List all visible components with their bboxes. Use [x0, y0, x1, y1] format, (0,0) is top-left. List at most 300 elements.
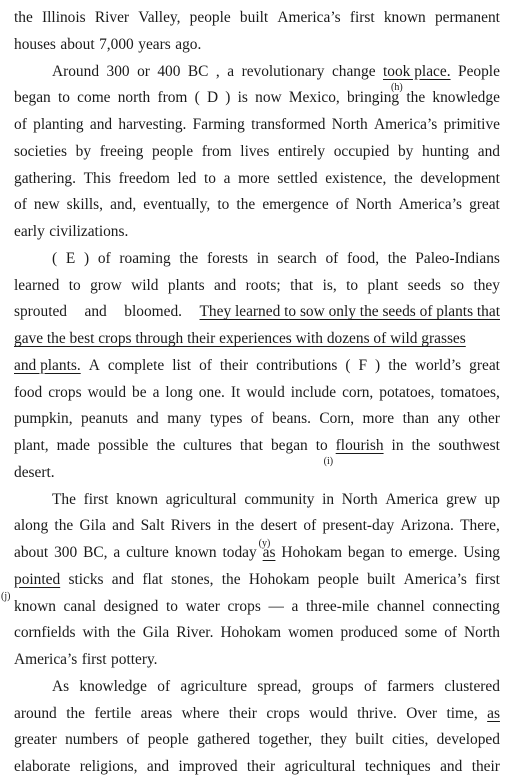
word: would: [87, 383, 127, 401]
word: and: [477, 142, 500, 160]
word: Rivers: [170, 517, 211, 535]
word: would: [246, 383, 285, 401]
word: types: [209, 410, 243, 428]
word: and: [112, 517, 135, 535]
word: about: [14, 544, 49, 561]
word: America’s: [374, 116, 438, 133]
word: include: [290, 383, 337, 401]
word: the: [54, 517, 74, 535]
word: and: [111, 570, 135, 588]
word: of: [444, 624, 458, 642]
word: great: [469, 356, 500, 374]
word: freeing: [99, 142, 144, 160]
word: connecting: [432, 597, 500, 615]
word: plant,: [14, 437, 49, 454]
word: E: [65, 249, 76, 267]
word: more: [238, 169, 270, 187]
word: their: [471, 758, 500, 775]
word: ago.: [175, 35, 202, 53]
word: long: [165, 383, 193, 401]
word: ,: [215, 62, 220, 80]
word: They learned to sow only the seeds of plants that: [199, 303, 500, 321]
word: of: [335, 196, 349, 214]
word: some: [404, 624, 438, 642]
word: led: [177, 169, 197, 187]
word: of: [250, 410, 264, 428]
text-line: [14, 8, 500, 28]
word: America’s: [277, 9, 341, 26]
word: in: [322, 490, 335, 508]
word: together,: [258, 731, 313, 749]
word: a: [223, 169, 231, 187]
word: knowledge: [79, 677, 147, 695]
word: Gila: [79, 517, 106, 535]
word: canal: [63, 597, 97, 615]
word: Salt: [140, 517, 165, 535]
word: now: [255, 89, 282, 107]
word: America’s: [403, 570, 467, 588]
word: Mexico,: [288, 89, 340, 107]
word: the: [156, 437, 176, 454]
word: Around: [52, 62, 100, 80]
word: to: [390, 544, 403, 561]
word: cultures: [183, 437, 232, 454]
word: as: [262, 544, 276, 561]
word: bringing: [346, 89, 400, 107]
word: by: [397, 142, 414, 160]
word: known: [116, 490, 159, 508]
word: is: [237, 89, 248, 107]
word: with: [82, 624, 110, 642]
word: time,: [446, 704, 478, 722]
word: (: [345, 356, 351, 374]
word: and: [214, 276, 237, 294]
word: emerge.: [408, 544, 458, 561]
word: sprouted: [14, 303, 68, 321]
word: people: [152, 142, 194, 160]
word: the: [179, 249, 199, 267]
word: built: [367, 570, 396, 588]
word: elaborate: [14, 758, 71, 775]
word: agricultural: [165, 490, 237, 508]
word: to: [68, 276, 81, 294]
word: the: [387, 249, 407, 267]
word: other: [468, 410, 500, 428]
word: There,: [460, 517, 500, 535]
word: and: [84, 303, 107, 321]
word: food: [14, 383, 43, 401]
word: groups: [311, 677, 354, 695]
word: knowledge: [432, 89, 500, 107]
word: entirely: [278, 142, 326, 160]
word: roaming: [119, 249, 171, 267]
word: built: [355, 731, 384, 749]
word: Valley,: [138, 9, 181, 26]
word: crops: [48, 383, 82, 401]
word: of: [199, 356, 212, 374]
word: A: [88, 356, 100, 374]
word: Hohokam: [220, 624, 282, 642]
text-line: [14, 383, 500, 403]
word: areas: [140, 704, 173, 722]
text-line: [14, 88, 500, 108]
word: that: [239, 437, 263, 454]
word: permanent: [434, 9, 500, 26]
word: America’s: [398, 196, 462, 214]
word: first: [81, 651, 107, 668]
word: to: [346, 276, 359, 294]
word: a: [152, 383, 160, 401]
word: harvesting.: [118, 116, 187, 133]
word: hunting: [422, 142, 470, 160]
word: It: [230, 383, 241, 401]
word: the: [393, 169, 413, 187]
word: Farming: [192, 116, 245, 133]
word: clustered: [444, 677, 500, 695]
word: bloomed.: [124, 303, 182, 321]
word: first: [349, 9, 375, 26]
word: early: [14, 223, 45, 240]
word: in: [217, 517, 230, 535]
word: people: [317, 570, 359, 588]
word: potatoes,: [379, 383, 435, 401]
word: development: [420, 169, 500, 187]
text-line: [14, 516, 500, 536]
word: thrive.: [357, 704, 397, 722]
word: more: [362, 410, 395, 428]
word: made: [56, 437, 90, 454]
word: years: [138, 35, 171, 53]
word: would: [309, 704, 348, 722]
word: and: [136, 410, 159, 428]
word: tomatoes,: [440, 383, 500, 401]
word: or: [137, 62, 150, 80]
word: their: [228, 704, 257, 722]
word: F: [358, 356, 368, 374]
word: list: [172, 356, 192, 374]
word: forests: [206, 249, 248, 267]
word: known: [383, 9, 426, 26]
word: where: [181, 704, 220, 722]
word: transformed: [251, 116, 326, 133]
word: present-day: [322, 517, 395, 535]
word: women: [288, 624, 334, 642]
word: around: [14, 704, 57, 722]
word: settled: [277, 169, 318, 187]
word: farmers: [387, 677, 435, 695]
word: America’s: [14, 651, 78, 668]
word: People: [458, 62, 500, 80]
word: pottery.: [111, 651, 158, 668]
word: their: [219, 356, 249, 374]
word: the: [235, 517, 255, 535]
word: North: [341, 490, 378, 508]
word: As: [52, 677, 70, 695]
text-line: [14, 730, 500, 750]
word: change: [331, 62, 376, 80]
word: 400: [157, 62, 181, 80]
text-line: [14, 543, 500, 563]
word: 300: [54, 544, 78, 561]
word: of: [14, 116, 27, 133]
word: pumpkin,: [14, 410, 73, 428]
word: North: [331, 116, 368, 133]
word: from: [157, 89, 188, 107]
word: ): [375, 356, 381, 374]
text-line: [14, 35, 500, 55]
word: contributions: [256, 356, 338, 374]
word: of: [303, 517, 317, 535]
word: Gila: [142, 624, 170, 642]
word: the: [388, 356, 407, 374]
word: D: [206, 89, 219, 107]
word: a: [291, 597, 299, 615]
word: produced: [340, 624, 398, 642]
word: grow: [90, 276, 122, 294]
word: grew: [446, 490, 477, 508]
word: North: [355, 196, 392, 214]
word: (: [194, 89, 200, 107]
word: wild: [131, 276, 159, 294]
word: by: [75, 142, 92, 160]
word: north: [117, 89, 151, 107]
word: techniques: [364, 758, 431, 775]
word: existence,: [325, 169, 387, 187]
word: agriculture: [180, 677, 248, 695]
word: began: [14, 89, 51, 107]
word: and,: [110, 196, 137, 214]
word: the: [116, 624, 136, 642]
word: flourish: [335, 437, 384, 454]
word: desert.: [14, 463, 55, 481]
word: began: [270, 437, 308, 454]
word: numbers: [65, 731, 119, 749]
word: pointed: [14, 570, 61, 588]
word: flat: [142, 570, 163, 588]
word: peanuts: [81, 410, 129, 428]
word: gave the best crops through their experiences with dozens of wild grasses: [14, 330, 466, 347]
text-line: [52, 62, 500, 82]
word: channel: [376, 597, 425, 615]
word: beans.: [272, 410, 311, 428]
word: the: [411, 437, 431, 454]
text-line: [14, 463, 500, 483]
word: built: [239, 9, 269, 26]
text-line: [14, 597, 500, 617]
word: the: [406, 89, 426, 107]
word: to: [166, 597, 178, 615]
word: sticks: [68, 570, 104, 588]
word: seeds: [407, 276, 441, 294]
word: lives: [240, 142, 270, 160]
word: people: [189, 9, 231, 26]
word: search: [277, 249, 317, 267]
text-line: [14, 757, 500, 777]
word: a: [113, 544, 121, 561]
word: greater: [14, 731, 57, 749]
word: community: [244, 490, 315, 508]
word: up: [484, 490, 500, 508]
word: first: [475, 570, 500, 588]
text-line: [14, 436, 500, 456]
annotation-marker-h: (h): [391, 81, 403, 93]
word: from: [201, 142, 232, 160]
text-line: [52, 249, 500, 269]
word: fertile: [94, 704, 132, 722]
text-line: [14, 195, 500, 215]
word: houses: [14, 35, 56, 53]
word: plants: [167, 276, 205, 294]
word: in: [391, 437, 404, 454]
word: the: [221, 570, 241, 588]
annotation-marker-j: (j): [1, 590, 11, 602]
word: to: [217, 196, 230, 214]
word: and plants.: [14, 356, 81, 374]
word: Arizona.: [400, 517, 454, 535]
word: North: [464, 624, 500, 642]
word: designed: [103, 597, 159, 615]
word: is,: [322, 276, 337, 294]
word: Paleo-Indians: [415, 249, 500, 267]
word: This: [83, 169, 111, 187]
word: the: [14, 9, 33, 26]
text-line: [14, 570, 500, 590]
word: of: [14, 196, 27, 214]
word: 7,000: [99, 35, 134, 53]
word: eventually,: [143, 196, 211, 214]
word: water: [185, 597, 220, 615]
word: that: [290, 276, 314, 294]
word: culture: [126, 544, 169, 561]
word: to: [315, 437, 328, 454]
text-line: [52, 490, 500, 510]
word: emergence: [262, 196, 329, 214]
text-line: [14, 142, 500, 162]
word: their: [246, 758, 276, 775]
word: cornfields: [14, 624, 76, 642]
word: about: [60, 35, 95, 53]
word: Hohokam: [248, 570, 310, 588]
text-line: [14, 356, 500, 376]
word: Corn,: [319, 410, 355, 428]
word: gathering.: [14, 169, 76, 187]
word: along: [14, 517, 49, 535]
word: they: [473, 276, 500, 294]
word: food,: [346, 249, 380, 267]
text-line: [14, 650, 500, 670]
word: desert: [260, 517, 298, 535]
word: complete: [107, 356, 165, 374]
word: developed: [436, 731, 500, 749]
word: The: [52, 490, 76, 508]
word: River: [94, 9, 130, 26]
word: southwest: [438, 437, 500, 454]
word: 300: [106, 62, 130, 80]
text-line: [14, 704, 500, 724]
text-line: [14, 115, 500, 135]
word: be: [132, 383, 147, 401]
word: freedom: [118, 169, 170, 187]
word: many: [167, 410, 202, 428]
word: began: [347, 544, 385, 561]
word: the: [236, 196, 256, 214]
word: crops: [266, 704, 300, 722]
word: Using: [463, 544, 500, 561]
word: cities,: [391, 731, 429, 749]
word: and: [440, 758, 463, 775]
word: revolutionary: [241, 62, 325, 80]
word: BC: [187, 62, 209, 80]
word: ): [83, 249, 90, 267]
word: religions,: [79, 758, 138, 775]
word: so: [450, 276, 465, 294]
word: known: [174, 544, 217, 561]
word: civilizations.: [49, 223, 129, 240]
word: to: [204, 169, 216, 187]
word: any: [437, 410, 460, 428]
word: and: [146, 758, 170, 775]
text-line: [14, 222, 500, 242]
word: skills,: [66, 196, 104, 214]
word: in: [256, 249, 269, 267]
text-line: [14, 276, 500, 296]
word: spread,: [257, 677, 302, 695]
word: new: [33, 196, 60, 214]
text-line: [52, 677, 500, 697]
word: corn,: [342, 383, 374, 401]
word: Illinois: [42, 9, 86, 26]
text-line: [14, 302, 500, 322]
word: known: [14, 597, 56, 615]
word: as: [487, 704, 500, 722]
word: three-mile: [305, 597, 370, 615]
word: a: [227, 62, 235, 80]
word: plant: [367, 276, 399, 294]
text-line: [14, 169, 500, 189]
word: stones,: [171, 570, 214, 588]
word: —: [268, 597, 284, 615]
word: great: [469, 196, 500, 214]
word: people: [147, 731, 189, 749]
word: of: [325, 249, 339, 267]
word: the: [66, 704, 85, 722]
word: Hohokam: [281, 544, 343, 561]
word: occupied: [333, 142, 390, 160]
word: first: [83, 490, 109, 508]
word: possible: [97, 437, 149, 454]
word: primitive: [443, 116, 500, 133]
word: (: [52, 249, 58, 267]
word: than: [402, 410, 430, 428]
text-line: [14, 409, 500, 429]
word: improved: [178, 758, 238, 775]
word: BC,: [83, 544, 108, 561]
word: of: [363, 677, 377, 695]
word: America: [385, 490, 439, 508]
word: Over: [406, 704, 438, 722]
word: took place.: [383, 62, 451, 80]
word: crops: [227, 597, 261, 615]
word: roots;: [245, 276, 281, 294]
word: learned: [14, 276, 60, 294]
word: come: [77, 89, 111, 107]
word: gathered: [197, 731, 251, 749]
text-line: [14, 329, 500, 349]
word: ): [225, 89, 231, 107]
word: River.: [176, 624, 214, 642]
annotation-marker-i: (i): [323, 456, 334, 467]
word: of: [126, 731, 140, 749]
